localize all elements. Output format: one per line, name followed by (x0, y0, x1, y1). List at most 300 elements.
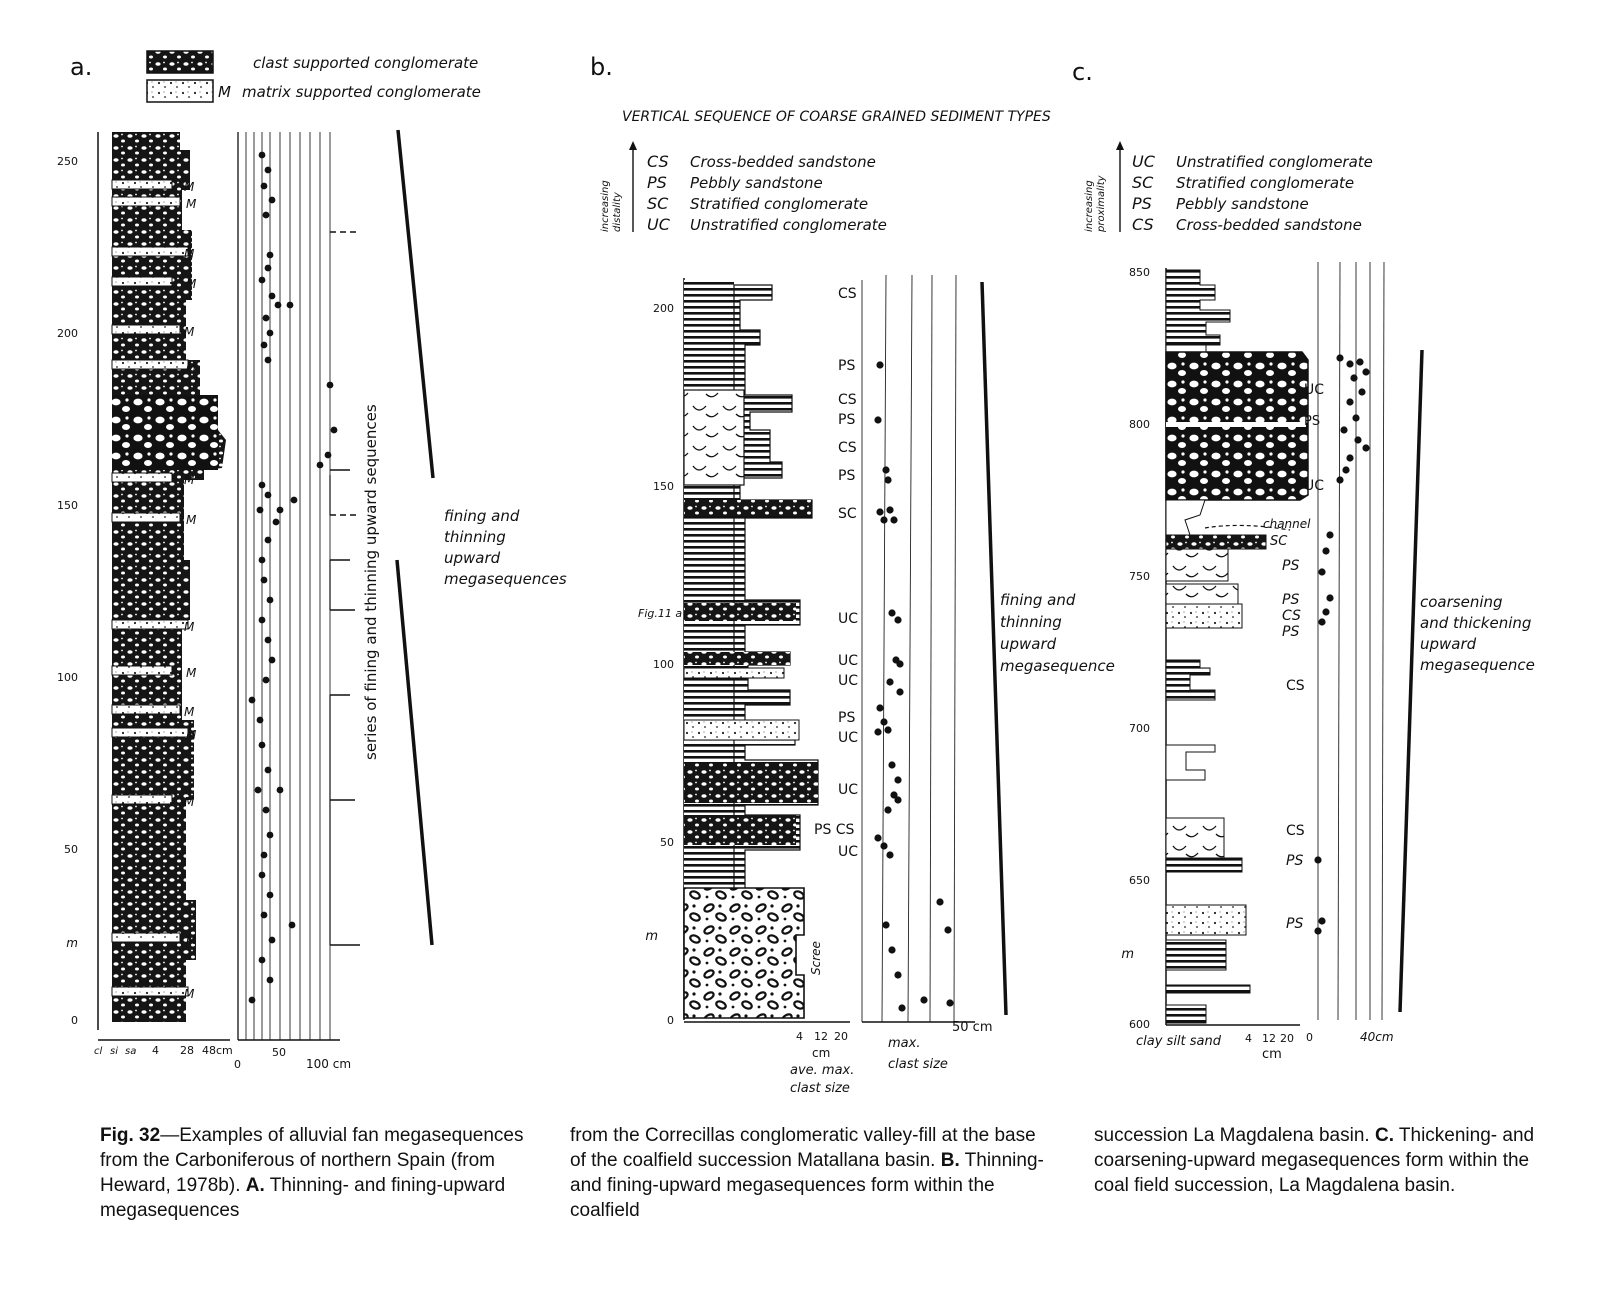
clast-point (265, 357, 272, 364)
clast-point (874, 728, 881, 735)
clast-point (876, 704, 883, 711)
clast-point (261, 852, 268, 859)
clast-point (884, 806, 891, 813)
clast-point (874, 834, 881, 841)
matrix-bed (112, 987, 188, 996)
clast-point (894, 616, 901, 623)
matrix-bed (112, 666, 172, 675)
cross-bedded-bed (1166, 818, 1224, 860)
clast-point (267, 252, 274, 259)
clast-point (894, 971, 901, 978)
clast-point (876, 508, 883, 515)
tick-label: 100 (57, 671, 78, 684)
tick-label: 850 (1129, 266, 1150, 279)
facies-label: UC (1304, 478, 1325, 494)
clast-point (269, 293, 276, 300)
distality-label: increasing (600, 180, 611, 232)
tick-label: 200 (653, 302, 674, 315)
pebbly-sandstone-bed (684, 720, 799, 740)
panel-b-letter: b. (590, 53, 613, 81)
grain-scale-cm: cm (812, 1046, 831, 1060)
stratified-conglomerate-bed (1166, 535, 1266, 549)
legend-clast-label: clast supported conglomerate (253, 54, 479, 72)
clast-point (267, 977, 274, 984)
tick-label: 700 (1129, 722, 1150, 735)
clast-point (882, 466, 889, 473)
facies-label: UC (838, 653, 859, 669)
mega-label-line: megasequence (1000, 657, 1115, 675)
gridline (954, 275, 956, 1022)
pebbly-sandstone-parting (1166, 422, 1306, 427)
clast-point (277, 787, 284, 794)
clast-point (896, 660, 903, 667)
matrix-bed (112, 247, 188, 256)
clast-point (890, 516, 897, 523)
clast-point (888, 609, 895, 616)
mega-label-line: upward (1420, 635, 1477, 653)
grain-scale-20: 20 (1280, 1032, 1294, 1045)
panel-a (57, 51, 567, 1071)
clast-point (880, 516, 887, 523)
facies-label: PS (1282, 624, 1300, 640)
facies-label: UC (838, 611, 859, 627)
matrix-bed (112, 473, 172, 482)
grain-scale-cl: cl (94, 1046, 103, 1057)
facies-label: UC (838, 782, 859, 798)
clast-point (267, 832, 274, 839)
clast-point (936, 898, 943, 905)
m-marker: M (186, 728, 197, 742)
clast-point (265, 637, 272, 644)
tick-label: 600 (1129, 1018, 1150, 1031)
facies-label: CS (838, 286, 857, 302)
mega-label-line: thinning (444, 528, 506, 546)
legend-clast-swatch (147, 51, 213, 73)
facies-label: PS (1304, 414, 1321, 429)
unstratified-conglomerate-bed (684, 603, 796, 621)
clast-point (263, 212, 270, 219)
m-marker: M (184, 247, 195, 261)
matrix-bed (112, 933, 180, 942)
legend-matrix-swatch (147, 80, 213, 102)
m-marker: M (184, 795, 195, 809)
matrix-bed (112, 795, 172, 804)
facies-label: UC (838, 673, 859, 689)
clast-point (886, 506, 893, 513)
mega-label-line: coarsening (1420, 593, 1503, 611)
proximality-label: increasing (1084, 180, 1095, 232)
clast-point (265, 265, 272, 272)
mega-label-line: fining and (444, 507, 520, 525)
matrix-bed (112, 513, 180, 522)
clast-point (888, 946, 895, 953)
panel-c (1072, 58, 1535, 1062)
clast-point (259, 872, 266, 879)
legend-text: Pebbly sandstone (1176, 195, 1309, 213)
clast-caption: clast size (888, 1057, 948, 1072)
distality-arrowhead (629, 141, 637, 150)
facies-label: UC (838, 844, 859, 860)
fine-beds (1166, 940, 1226, 970)
grain-caption: ave. max. (790, 1063, 855, 1078)
matrix-bed (112, 277, 172, 286)
facies-label: PS (838, 468, 856, 484)
m-marker: M (186, 197, 197, 211)
sequence-boundary-ticks (330, 232, 360, 945)
matrix-bed (112, 620, 188, 629)
clast-point (259, 277, 266, 284)
clast-point (946, 999, 953, 1006)
panel-b-ticks (638, 302, 682, 1027)
clast-point (277, 507, 284, 514)
clast-point (263, 315, 270, 322)
legend-code: CS (1132, 215, 1154, 234)
facies-label: CS (1282, 608, 1301, 624)
grain-scale-12: 12 (814, 1030, 828, 1043)
legend-text: Stratified conglomerate (690, 195, 869, 213)
clast-size-points (1314, 354, 1369, 934)
clast-point (257, 507, 264, 514)
clast-point (249, 697, 256, 704)
matrix-bed (112, 180, 172, 189)
grain-scale-4: 4 (796, 1030, 803, 1043)
clast-point (894, 776, 901, 783)
clast-point (275, 302, 282, 309)
clast-point (1326, 594, 1333, 601)
tick-label: 150 (57, 499, 78, 512)
mega-label-line: fining and (1000, 591, 1076, 609)
clast-point (1346, 454, 1353, 461)
clast-point (331, 427, 338, 434)
clast-point (317, 462, 324, 469)
m-marker: M (186, 513, 197, 527)
clast-point (1326, 531, 1333, 538)
clast-point (263, 677, 270, 684)
m-marker: M (184, 705, 195, 719)
clast-point (257, 717, 264, 724)
gridline (930, 275, 932, 1022)
clast-caption: max. (888, 1036, 921, 1051)
facies-label: CS (1286, 823, 1305, 839)
sequence-header: VERTICAL SEQUENCE OF COARSE GRAINED SEDIMENT TYPES (622, 109, 1051, 125)
legend-text: Pebbly sandstone (690, 174, 823, 192)
clast-point (1314, 856, 1321, 863)
facies-label: PS (1282, 592, 1300, 608)
pebbly-sandstone-bed (1166, 905, 1246, 935)
clast-point (269, 937, 276, 944)
cross-bedded-bed (1166, 549, 1228, 581)
tick-label: 50 (660, 836, 674, 849)
panel-a-letter: a. (70, 53, 93, 81)
legend-text: Unstratified conglomerate (1176, 153, 1373, 171)
clast-point (1362, 444, 1369, 451)
clast-point (888, 761, 895, 768)
clast-point (896, 688, 903, 695)
figure-label: Fig. 32 (100, 1125, 161, 1146)
clast-point (259, 617, 266, 624)
clast-point (1346, 360, 1353, 367)
clast-point (1362, 368, 1369, 375)
grain-scale-20: 20 (834, 1030, 848, 1043)
mega-label-line: upward (1000, 635, 1057, 653)
grain-scale-12: 12 (1262, 1032, 1276, 1045)
m-marker: M (184, 473, 195, 487)
clast-point (876, 361, 883, 368)
tick-label: 50 (64, 843, 78, 856)
legend-code: UC (647, 215, 670, 234)
unit-label: m (645, 929, 658, 944)
panel-b-legend (647, 152, 887, 234)
clast-point (1356, 358, 1363, 365)
legend-code: UC (1132, 152, 1155, 171)
clast-scale-100cm: 100 cm (306, 1057, 352, 1071)
distality-label: distality (612, 192, 623, 232)
clast-point (1342, 466, 1349, 473)
column-coarse-bed (112, 395, 218, 470)
column-clast-body (112, 132, 180, 1022)
tick-label: 150 (653, 480, 674, 493)
clast-point (287, 302, 294, 309)
tick-label: 650 (1129, 874, 1150, 887)
m-marker: M (186, 360, 197, 374)
clast-point (1340, 426, 1347, 433)
tick-label: 200 (57, 327, 78, 340)
clast-scale-0: 0 (1306, 1031, 1313, 1044)
proximality-label: proximality (1096, 175, 1107, 232)
clast-point (1336, 354, 1343, 361)
clast-point (1350, 374, 1357, 381)
clast-point (1314, 927, 1321, 934)
clast-point (269, 657, 276, 664)
grain-scale-sa: sa (125, 1046, 137, 1057)
clast-point (267, 892, 274, 899)
fig-ref: Fig.11 a (638, 607, 683, 620)
caption-text: —Examples of alluvial fan megasequences from the Carboniferous of northern Spain (from Heward, 1978b). (100, 1125, 524, 1196)
facies-label: SC (1270, 534, 1288, 549)
clast-point (1322, 547, 1329, 554)
megasequence-bar-upper (398, 130, 433, 478)
caption-column-3 (1094, 1123, 1554, 1198)
facies-label: PS (838, 412, 856, 428)
unstratified-conglomerate-bed (684, 763, 818, 803)
clast-point (884, 476, 891, 483)
tick-label: 100 (653, 658, 674, 671)
column-top-beds (1166, 270, 1230, 345)
m-marker: M (184, 620, 195, 634)
clast-point (886, 851, 893, 858)
clast-point (886, 678, 893, 685)
tick-label: 0 (71, 1014, 78, 1027)
unstratified-conglomerate-bed (684, 652, 790, 665)
legend-code: PS (1132, 194, 1152, 213)
clast-point (265, 492, 272, 499)
clast-point (880, 718, 887, 725)
facies-label: UC (1304, 382, 1325, 398)
clast-point (1358, 388, 1365, 395)
panel-b-column (684, 280, 823, 1018)
facies-label: PS (838, 710, 856, 726)
clast-point (261, 912, 268, 919)
clast-point (259, 742, 266, 749)
fine-beds (1166, 660, 1215, 700)
clast-point (1354, 436, 1361, 443)
megasequence-bar-lower (397, 560, 432, 945)
panel-c-ticks (1121, 266, 1150, 1031)
panel-a-column (112, 132, 226, 1022)
gridline (1382, 262, 1384, 1020)
clast-point (1352, 414, 1359, 421)
clast-point (920, 996, 927, 1003)
panel-c-letter: c. (1072, 58, 1093, 86)
clast-point (880, 842, 887, 849)
clast-point (269, 197, 276, 204)
gridline (908, 275, 912, 1022)
tick-label: 250 (57, 155, 78, 168)
matrix-bed (112, 705, 180, 714)
clast-point (273, 519, 280, 526)
facies-label: UC (838, 730, 859, 746)
legend-code: CS (647, 152, 669, 171)
facies-label: PS (838, 358, 856, 374)
caption-text: Thinning- and fining-upward megasequences (100, 1175, 506, 1221)
fine-beds (1166, 1005, 1206, 1023)
pebbly-sandstone-bed (684, 668, 784, 678)
legend-text: Cross-bedded sandstone (690, 153, 876, 171)
caption-text: succession La Magdalena basin. (1094, 1125, 1370, 1146)
caption-column-1 (100, 1123, 530, 1223)
m-marker: M (186, 666, 197, 680)
grain-scale-48cm: 48cm (202, 1044, 233, 1057)
fine-beds (1166, 985, 1250, 993)
legend-matrix-label: matrix supported conglomerate (242, 83, 481, 101)
legend-text: Cross-bedded sandstone (1176, 216, 1362, 234)
channel-fill (1166, 500, 1205, 535)
clast-point (1346, 398, 1353, 405)
legend-code: PS (647, 173, 667, 192)
clast-point (874, 416, 881, 423)
clast-point (265, 167, 272, 174)
legend-code: SC (647, 194, 669, 213)
clast-point (255, 787, 262, 794)
facies-label: PS (1286, 853, 1304, 869)
tick-label: 750 (1129, 570, 1150, 583)
clast-point (1318, 568, 1325, 575)
unit-label: m (66, 936, 78, 950)
clast-point (261, 183, 268, 190)
cross-bedded-unit (684, 390, 744, 485)
unstratified-conglomerate-bed (684, 815, 796, 845)
clast-size-gridlines (238, 132, 330, 1040)
facies-label: PS (1282, 558, 1300, 574)
clast-point (261, 342, 268, 349)
clast-point (267, 597, 274, 604)
legend-text: Stratified conglomerate (1176, 174, 1355, 192)
m-marker: M (184, 325, 195, 339)
proximality-arrowhead (1116, 141, 1124, 150)
caption-column-2 (570, 1123, 1050, 1223)
clast-size-points (249, 152, 338, 1004)
clast-point (1322, 608, 1329, 615)
caption-text: from the Correcillas conglomeratic valley-fill at the base of the coalfield succession Matallana basin. (570, 1125, 1036, 1171)
clast-scale-50: 50 (272, 1046, 286, 1059)
matrix-bed (112, 728, 188, 737)
m-marker: M (184, 180, 195, 194)
mega-label-line: megasequence (1420, 656, 1535, 674)
clast-point (259, 957, 266, 964)
facies-label: CS (838, 392, 857, 408)
mega-label-line: and thickening (1420, 614, 1532, 632)
panel-c-column (1166, 270, 1308, 1023)
facies-label: PS CS (814, 822, 855, 838)
clast-point (259, 557, 266, 564)
clast-size-points (874, 361, 953, 1011)
grain-scale-classes: clay silt sand (1136, 1034, 1222, 1049)
clast-point (1318, 618, 1325, 625)
legend-matrix-m: M (218, 83, 231, 101)
clast-scale-0: 0 (234, 1058, 241, 1071)
grain-scale-cm: cm (1262, 1047, 1282, 1062)
facies-labels (814, 286, 858, 860)
clast-point (291, 497, 298, 504)
matrix-bed (112, 360, 188, 369)
mega-label-line: megasequences (444, 570, 567, 588)
scree-unit (684, 888, 804, 1018)
clast-point (249, 997, 256, 1004)
clast-point (1336, 476, 1343, 483)
clast-point (898, 1004, 905, 1011)
grain-scale-4: 4 (1245, 1032, 1252, 1045)
legend-text: Unstratified conglomerate (690, 216, 887, 234)
gridline (1338, 262, 1340, 1020)
facies-label: channel (1263, 517, 1311, 531)
caption-text: Thickening- and coarsening-upward megasequences form within the coal field succession, La Magdalena basin. (1094, 1125, 1535, 1196)
series-label: series of fining and thinning upward sequences (362, 404, 380, 760)
facies-label: PS (1286, 916, 1304, 932)
facies-label: SC (838, 506, 857, 522)
clast-point (267, 330, 274, 337)
unit-label: m (1121, 947, 1134, 962)
clast-scale-40cm: 40cm (1360, 1030, 1394, 1044)
megasequence-bar (1400, 350, 1422, 1012)
pebbly-sandstone-bed (1166, 604, 1242, 628)
mega-label-line: thinning (1000, 613, 1062, 631)
gridline (882, 275, 886, 1022)
clast-point (894, 796, 901, 803)
mega-label-line: upward (444, 549, 501, 567)
grain-caption: clast size (790, 1081, 850, 1096)
clast-point (265, 767, 272, 774)
facies-label: CS (838, 440, 857, 456)
stratified-conglomerate-bed (684, 500, 812, 516)
matrix-bed (112, 197, 180, 206)
panel-a-ticks (57, 155, 78, 1027)
clast-point (327, 382, 334, 389)
clast-point (259, 482, 266, 489)
caption-part-marker: C. (1374, 1125, 1394, 1146)
clast-point (259, 152, 266, 159)
matrix-bed (112, 325, 180, 334)
m-marker: M (186, 933, 197, 947)
caption-part-marker: A. (245, 1175, 265, 1196)
grain-scale-4: 4 (152, 1044, 159, 1057)
clast-point (882, 921, 889, 928)
clast-scale-50cm: 50 cm (952, 1020, 993, 1035)
scree-label: Scree (809, 941, 823, 975)
panel-b (590, 53, 1115, 1096)
clast-point (944, 926, 951, 933)
fine-beds (1166, 745, 1215, 780)
clast-size-gridlines (1318, 262, 1384, 1020)
